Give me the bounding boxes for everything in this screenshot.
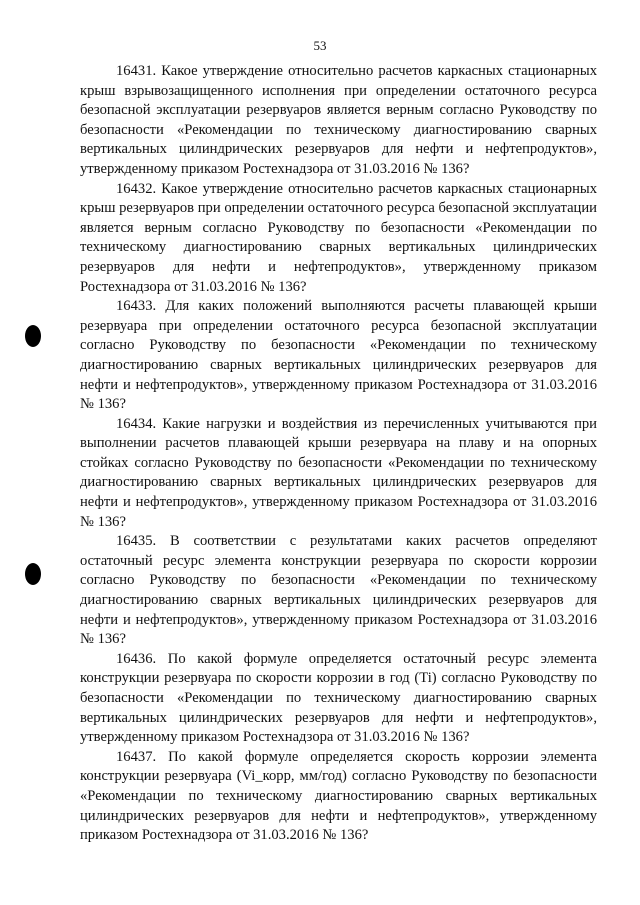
question-text: Какие нагрузки и воздействия из перечисленных учитываются при выполнении расчетов плавающей крыши резервуара на плаву и на опорных стойках согласно Руководству по безопасности «Рекомендации по техническому диагностированию сварных вертикальных цилиндрических резервуаров для нефти и нефтепродуктов», утвержденному приказом Ростехнадзора от 31.03.2016 № 136? <box>80 415 597 530</box>
question-text: Какое утверждение относительно расчетов каркасных стационарных крыш резервуаров при определении остаточного ресурса безопасной эксплуатации является верным согласно Руководству по безопасности «Рекомендации по техническому диагностированию сварных вертикальных цилиндрических резервуаров для нефти и нефтепродуктов», утвержденному приказом Ростехнадзора от 31.03.2016 № 136? <box>80 180 597 295</box>
question-number: 16435. <box>116 533 157 550</box>
question-number: 16432. <box>116 180 157 197</box>
question-number: 16434. <box>116 415 157 432</box>
question-list <box>80 62 597 846</box>
binder-hole-mark <box>25 325 41 347</box>
question-16432 <box>80 180 597 298</box>
question-16434 <box>80 415 597 533</box>
question-number: 16433. <box>116 298 157 315</box>
question-16431 <box>80 62 597 180</box>
binder-hole-mark <box>25 563 41 585</box>
question-text: Какое утверждение относительно расчетов каркасных стационарных крыш взрывозащищенного исполнения при определении остаточного ресурса безопасной эксплуатации резервуаров является верным согласно Руководству по безопасности «Рекомендации по техническому диагностированию сварных вертикальных цилиндрических резервуаров для нефти и нефтепродуктов», утвержденному приказом Ростехнадзора от 31.03.2016 № 136? <box>80 63 597 177</box>
page-number: 53 <box>313 38 327 53</box>
question-number: 16436. <box>116 650 157 667</box>
question-text: Для каких положений выполняются расчеты плавающей крыши резервуара при определении остаточного ресурса безопасной эксплуатации согласно Руководству по безопасности «Рекомендации по техническому диагностированию сварных вертикальных цилиндрических резервуаров для нефти и нефтепродуктов», утвержденному приказом Ростехнадзора от 31.03.2016 № 136? <box>80 298 597 413</box>
question-text: В соответствии с результатами каких расчетов определяют остаточный ресурс элемента конструкции резервуара по скорости коррозии согласно Руководству по безопасности «Рекомендации по техническому диагностированию сварных вертикальных цилиндрических резервуаров для нефти и нефтепродуктов», утвержденному приказом Ростехнадзора от 31.03.2016 № 136? <box>80 533 597 648</box>
question-16433 <box>80 297 597 415</box>
question-number: 16431. <box>116 63 157 79</box>
question-number: 16437. <box>116 748 157 765</box>
question-text: По какой формуле определяется скорость коррозии элемента конструкции резервуара (Vi_корр, мм/год) согласно Руководству по безопасности «Рекомендации по техническому диагностированию сварных вертикальных цилиндрических резервуаров для нефти и нефтепродуктов», утвержденному приказом Ростехнадзора от 31.03.2016 № 136? <box>80 748 597 844</box>
question-16435 <box>80 532 597 650</box>
question-16437 <box>80 748 597 846</box>
question-text: По какой формуле определяется остаточный ресурс элемента конструкции резервуара по скорости коррозии в год (Ti) согласно Руководству по безопасности «Рекомендации по техническому диагностированию сварных вертикальных цилиндрических резервуаров для нефти и нефтепродуктов», утвержденному приказом Ростехнадзора от 31.03.2016 № 136? <box>80 650 597 746</box>
question-16436 <box>80 650 597 748</box>
